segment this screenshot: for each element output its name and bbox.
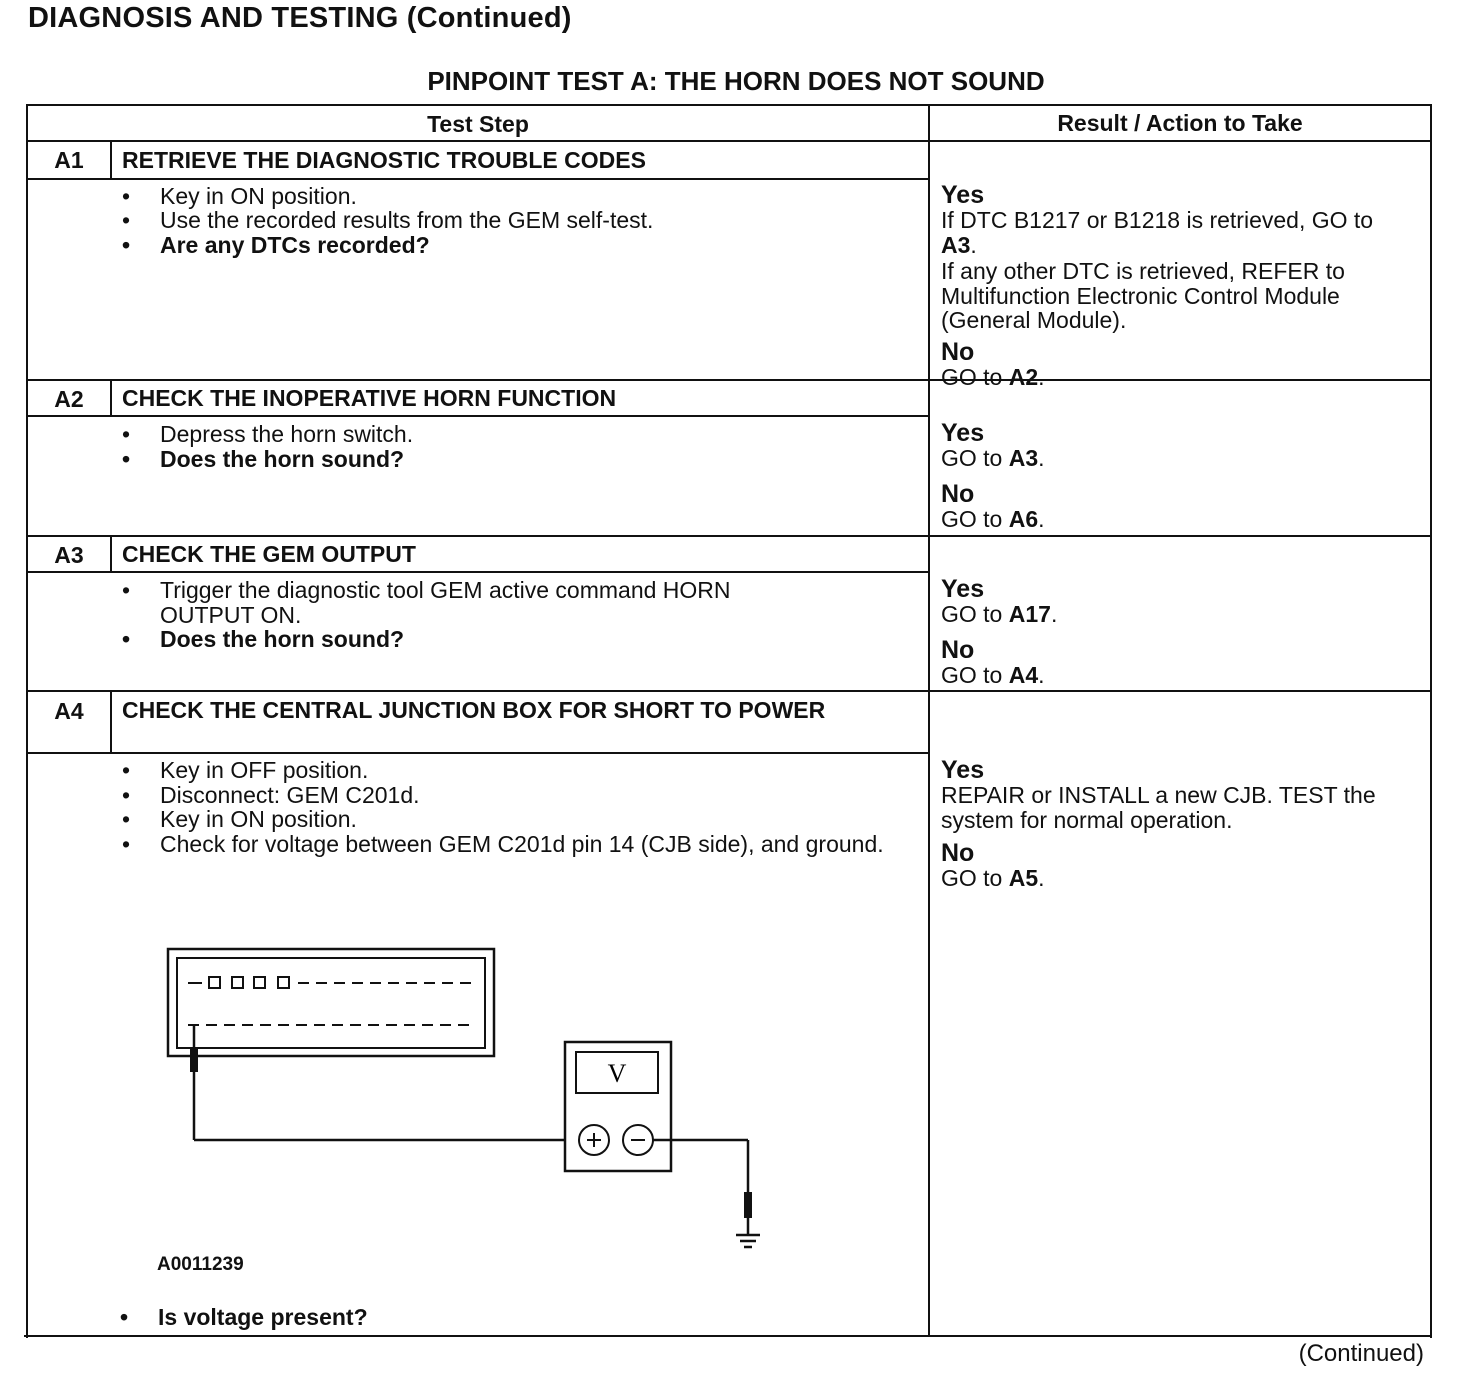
step-reference: A3 <box>1008 445 1039 471</box>
step-action: • Key in OFF position. <box>122 757 369 783</box>
step-action: • Check for voltage between GEM C201d pin 14 (CJB side), and ground. <box>122 831 884 857</box>
step-reference: A5 <box>1008 865 1039 891</box>
step-question: • Is voltage present? <box>120 1304 368 1330</box>
step-result: Yes If DTC B1217 or B1218 is retrieved, GO to A3. If any other DTC is retrieved, REFER to Multifunction Electronic Control Module (General Module). No GO to A2. <box>941 182 1427 389</box>
step-reference: A4 <box>1008 661 1039 688</box>
continued-label: (Continued) <box>1298 1340 1424 1367</box>
step-id: A2 <box>54 386 84 412</box>
figure-id: A0011239 <box>157 1254 244 1275</box>
step-result: Yes REPAIR or INSTALL a new CJB. TEST the system for normal operation. No GO to A5. <box>941 757 1411 891</box>
step-title: CHECK THE INOPERATIVE HORN FUNCTION <box>122 385 617 411</box>
no-label: No <box>941 839 975 867</box>
step-title: RETRIEVE THE DIAGNOSTIC TROUBLE CODES <box>122 147 646 173</box>
step-action: • Trigger the diagnostic tool GEM active command HORN OUTPUT ON. <box>122 577 731 628</box>
step-reference: A3 <box>941 231 971 258</box>
step-action: • Use the recorded results from the GEM self-test. <box>122 207 654 233</box>
step-question: • Does the horn sound? <box>122 446 405 472</box>
step-action: • Disconnect: GEM C201d. <box>122 782 420 808</box>
yes-label: Yes <box>941 419 985 447</box>
step-title: CHECK THE CENTRAL JUNCTION BOX FOR SHORT TO POWER <box>122 697 826 723</box>
column-header-result: Result / Action to Take <box>1057 110 1303 136</box>
step-id: A3 <box>54 542 84 568</box>
meter-unit-label: V <box>607 1059 627 1088</box>
step-action: • Key in ON position. <box>122 183 357 209</box>
column-header-test-step: Test Step <box>427 111 529 137</box>
step-question: • Are any DTCs recorded? <box>122 232 430 258</box>
voltage-test-diagram <box>150 940 800 1260</box>
no-label: No <box>941 479 975 508</box>
step-title: CHECK THE GEM OUTPUT <box>122 541 416 567</box>
yes-label: Yes <box>941 575 985 603</box>
pinpoint-test-title: PINPOINT TEST A: THE HORN DOES NOT SOUND <box>427 66 1045 96</box>
step-action: • Depress the horn switch. <box>122 421 414 447</box>
yes-label: Yes <box>941 181 985 209</box>
no-label: No <box>941 337 975 366</box>
gem-connector-icon <box>168 949 494 1056</box>
step-result: Yes GO to A17. No GO to A4. <box>941 576 1427 687</box>
step-reference: A6 <box>1008 505 1039 532</box>
step-result: Yes GO to A3. No GO to A6. <box>941 420 1427 531</box>
page-title: DIAGNOSIS AND TESTING (Continued) <box>28 2 572 34</box>
step-id: A4 <box>54 698 84 724</box>
step-action: • Key in ON position. <box>122 806 357 832</box>
step-reference: A17 <box>1008 601 1051 627</box>
step-question: • Does the horn sound? <box>122 626 405 652</box>
step-reference: A2 <box>1008 363 1039 390</box>
no-label: No <box>941 635 975 664</box>
step-id: A1 <box>54 147 84 173</box>
yes-label: Yes <box>941 756 985 784</box>
